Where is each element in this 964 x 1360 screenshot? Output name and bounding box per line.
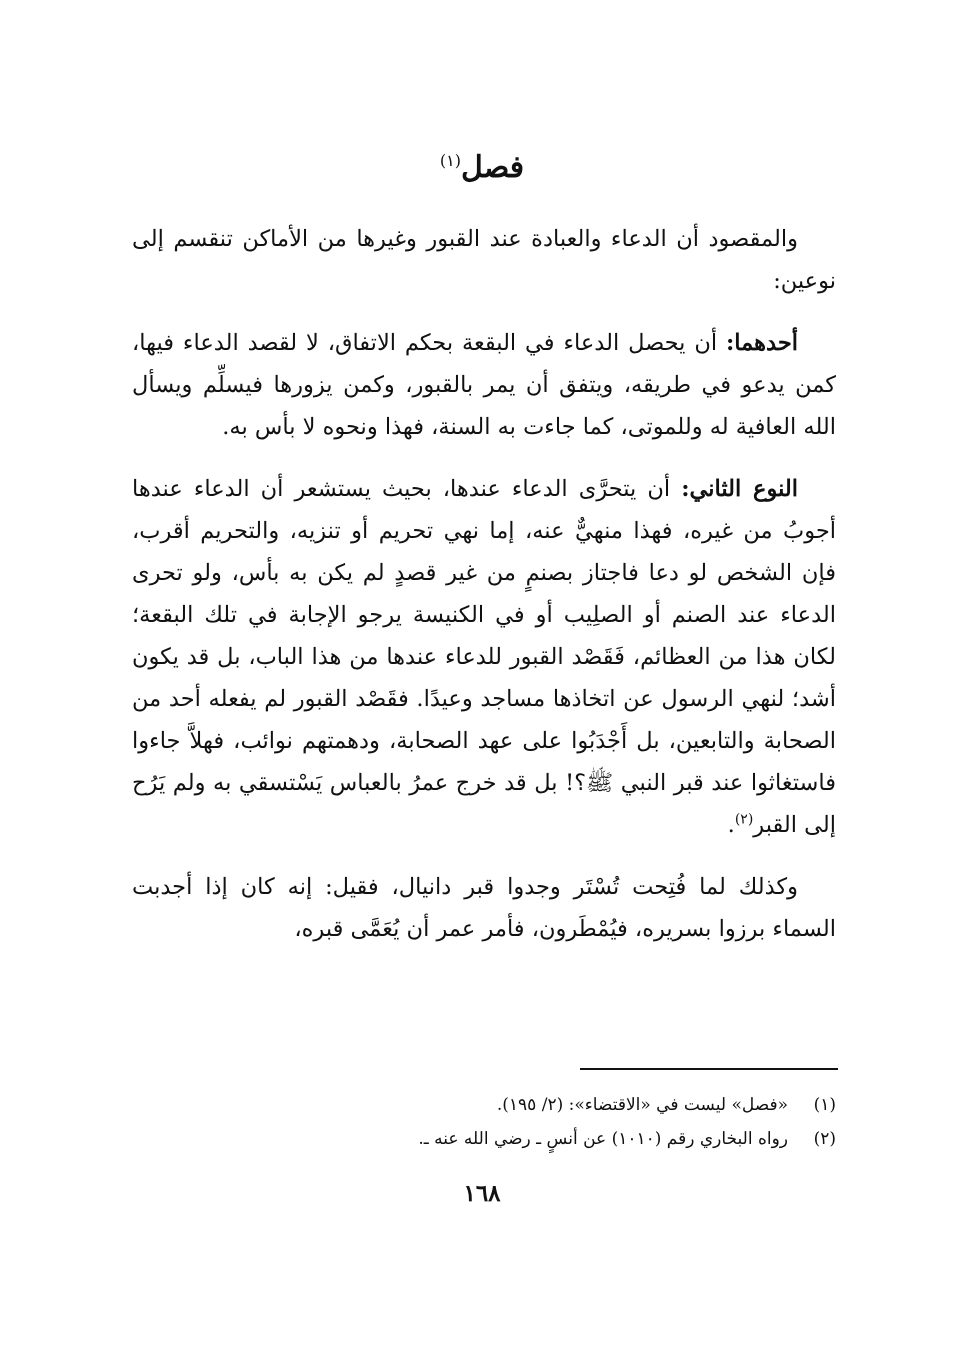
body-text <box>132 218 836 970</box>
paragraph-text-second: أن يتحرَّى الدعاء عندها، بحيث يستشعر أن الدعاء عندها أجوبُ من غيره، فهذا منهيٌّ عنه، إما نهي تحريم أو تنزيه، والتحريم أقرب، فإن الشخص لو دعا فاجتاز بصنمٍ من غير قصدٍ لم يكن به بأس، ولو تحرى الدعاء عند الصنم أو الصلِيب أو في الكنيسة يرجو الإجابة في تلك البقعة؛ لكان هذا من العظائم، فَقَصْد القبور للدعاء عندها من هذا الباب، بل قد يكون أشد؛ لنهي الرسول عن اتخاذها مساجد وعيدًا. فقَصْد القبور لم يفعله أحد من الصحابة والتابعين، بل أَجْدَبُوا على عهد الصحابة، ودهمتهم نوائب، فهلاَّ جاءوا فاستغاثوا عند قبر النبي ﷺ؟! بل قد خرج عمرُ بالعباس يَسْتسقي به ولم يَرُح إلى القبر <box>132 476 836 838</box>
paragraph-end-second: . <box>727 812 735 838</box>
footnotes <box>132 1090 836 1158</box>
footnote-number: (١) <box>813 1095 836 1115</box>
paragraph-second-type <box>132 468 836 846</box>
paragraph-text-first: أن يحصل الدعاء في البقعة بحكم الاتفاق، لا لقصد الدعاء فيها، كمن يدعو في طريقه، ويتفق أن يمر بالقبور، وكمن يزورها فيسلِّم ويسأل الله العافية له وللموتى، كما جاءت به السنة، فهذا ونحوه لا بأس به. <box>132 330 836 440</box>
paragraph-lead-second: النوع الثاني: <box>681 476 798 502</box>
page-number: ١٦٨ <box>463 1180 501 1207</box>
paragraph-lead-first: أحدهما: <box>725 330 798 356</box>
footnote-item <box>132 1124 836 1154</box>
section-heading <box>0 150 964 185</box>
paragraph-daniel: وكذلك لما فُتِحت تُسْتَر وجدوا قبر دانيال، فقيل: إنه كان إذا أجدبت السماء برزوا بسريره، فيُمْطَرون، فأمر عمر أن يُعَمَّى قبره، <box>132 874 836 942</box>
footnote-divider <box>580 1068 838 1070</box>
paragraph-first-type <box>132 322 836 448</box>
section-title: فصل <box>461 150 525 185</box>
heading-footnote-ref[interactable]: (١) <box>439 151 461 170</box>
footnote-text: «فصل» ليست في «الاقتضاء»: (٢/ ١٩٥). <box>496 1095 788 1115</box>
footnote-ref-2[interactable]: (٢) <box>734 811 754 828</box>
footnote-text: رواه البخاري رقم (١٠١٠) عن أنسٍ ـ رضي الله عنه ـ. <box>418 1129 788 1149</box>
footnote-number: (٢) <box>813 1129 836 1149</box>
footnote-item <box>132 1090 836 1120</box>
paragraph-intro: والمقصود أن الدعاء والعبادة عند القبور وغيرها من الأماكن تنقسم إلى نوعين: <box>132 226 836 294</box>
